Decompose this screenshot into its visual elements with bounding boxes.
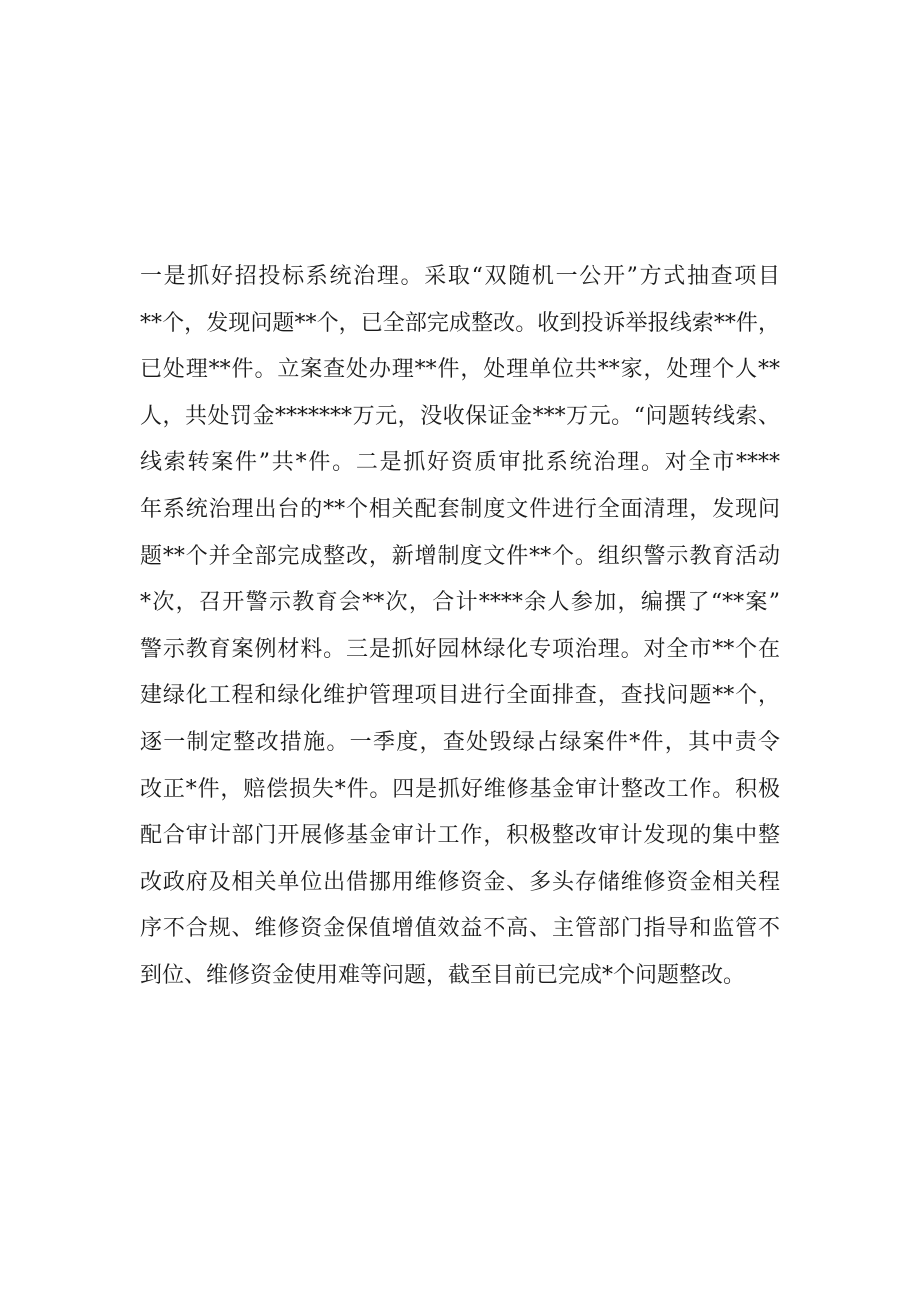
paragraph-line: 警示教育案例材料。三是抓好园林绿化专项治理。对全市**个在 <box>140 636 780 662</box>
paragraph-line: 建绿化工程和绿化维护管理项目进行全面排查，查找问题**个， <box>140 683 780 709</box>
paragraph-line: 题**个并全部完成整改，新增制度文件**个。组织警示教育活动 <box>140 543 780 569</box>
paragraph-line: 年系统治理出台的**个相关配套制度文件进行全面清理，发现问 <box>140 496 780 522</box>
paragraph-line: 一是抓好招投标系统治理。采取“双随机一公开”方式抽查项目 <box>140 264 780 289</box>
paragraph-line: **个，发现问题**个，已全部完成整改。收到投诉举报线索**件， <box>140 310 780 336</box>
paragraph-line: 线索转案件”共*件。二是抓好资质审批系统治理。对全市**** <box>140 450 780 476</box>
paragraph-line: 配合审计部门开展修基金审计工作，积极整改审计发现的集中整 <box>140 823 780 849</box>
paragraph-line: 改政府及相关单位出借挪用维修资金、多头存储维修资金相关程 <box>140 869 780 895</box>
paragraph-line: 改正*件，赔偿损失*件。四是抓好维修基金审计整改工作。积极 <box>140 776 780 802</box>
paragraph-line: 到位、维修资金使用难等问题，截至目前已完成*个问题整改。 <box>140 962 746 988</box>
body-paragraph <box>140 254 780 1000</box>
paragraph-line: 逐一制定整改措施。一季度，查处毁绿占绿案件*件，其中责令 <box>140 729 780 755</box>
paragraph-line: 序不合规、维修资金保值增值效益不高、主管部门指导和监管不 <box>140 916 780 942</box>
paragraph-line: 已处理**件。立案查处办理**件，处理单位共**家，处理个人** <box>140 357 780 383</box>
paragraph-line: 人，共处罚金*******万元，没收保证金***万元。“问题转线索、 <box>140 403 780 429</box>
paragraph-line: *次，召开警示教育会**次，合计****余人参加，编撰了“**案” <box>140 590 780 616</box>
